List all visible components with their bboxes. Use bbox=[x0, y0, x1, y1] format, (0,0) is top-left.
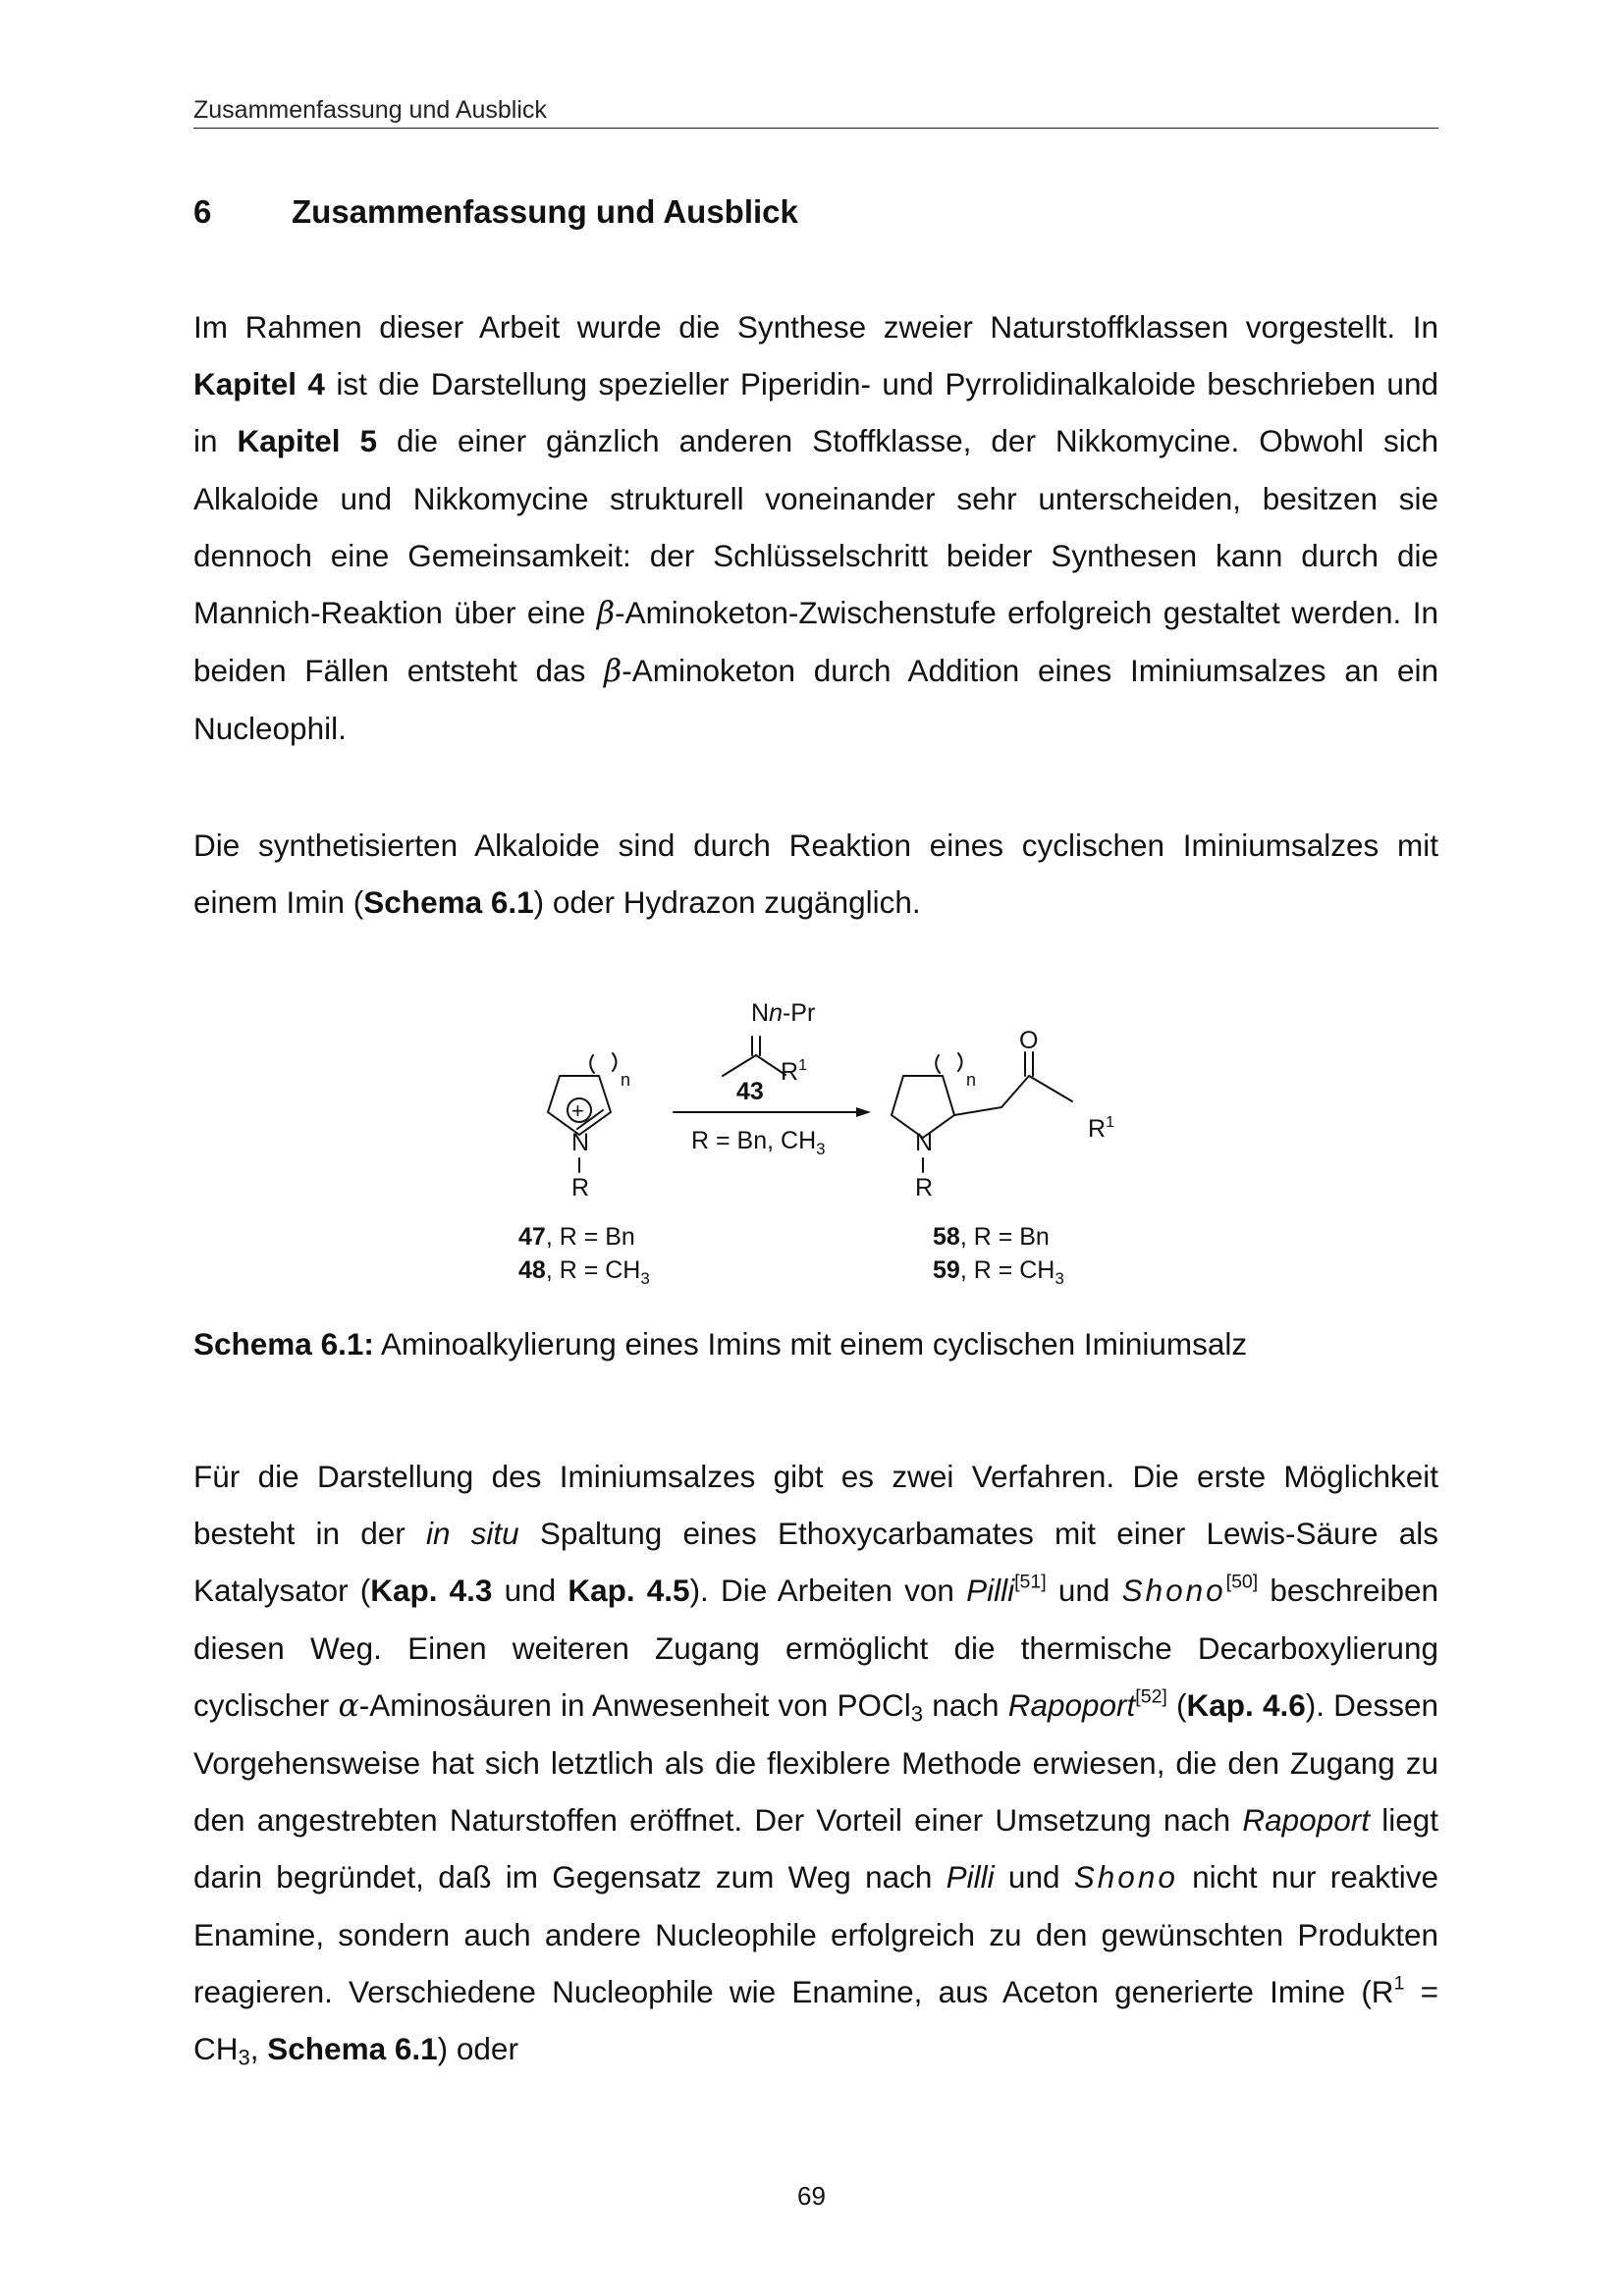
citation-51: [51] bbox=[1014, 1572, 1047, 1594]
ring-size-bracket-left-product bbox=[936, 1055, 940, 1073]
header-rule bbox=[193, 128, 1438, 129]
ring-size-index-left: n bbox=[621, 1070, 631, 1090]
section-number: 6 bbox=[193, 193, 212, 230]
reaction-scheme bbox=[511, 982, 1119, 1315]
reaction-arrow-head bbox=[856, 1107, 871, 1117]
positive-charge-sign: + bbox=[571, 1098, 584, 1123]
ref-kapitel-5: Kapitel 5 bbox=[237, 423, 378, 459]
caption-text: Aminoalkylierung eines Imins mit einem cyclischen Iminiumsalz bbox=[373, 1326, 1248, 1362]
ref-kapitel-4: Kapitel 4 bbox=[193, 366, 325, 402]
caption-label: Schema 6.1: bbox=[193, 1326, 374, 1362]
paragraph-alkaloids: Die synthetisierten Alkaloide sind durch Reaktion eines cyclischen Iminiumsalzes mit einem Imin (Schema 6.1) oder Hydrazon zugänglich. bbox=[193, 828, 1438, 921]
product-nitrogen-label: N bbox=[915, 1129, 934, 1156]
section-title: Zusammenfassung und Ausblick bbox=[292, 193, 798, 230]
compound-43-label: 43 bbox=[736, 1078, 764, 1105]
reagent-r1-label: $R^1$ bbox=[781, 1057, 807, 1086]
paragraph-iminium-preparation: Für die Darstellung des Iminiumsalzes gibt es zwei Verfahren. Die erste Möglichkeit besteht in der in situ Spaltung eines Ethoxycarbamates mit einer Lewis-Säure als Katalysator (Kap. 4.3 und Kap. 4.5). Die Arbeiten von Pilli[51] und Shono[50] beschreiben diesen Weg. Einen weiteren Zugang ermöglicht die thermische Decarboxylierung cyclischer α-Aminosäuren in Anwesenheit von POCl$_3$ nach Rapoport[52] (Kap. 4.6). Dessen Vorgehensweise hat sich letztlich als die flexiblere Methode erwiesen, die den Zugang zu den angestrebten Naturstoffen eröffnet. Der Vorteil einer Umsetzung nach Rapoport liegt darin begründet, daß im Gegensatz zum Weg nach Pilli und Shono nicht nur reaktive Enamine, sondern auch andere Nucleophile erfolgreich zu den gewünschten Produkten reagieren. Verschiedene Nucleophile wie Enamine, aus Aceton generierte Imine ($R^1 = CH_3$, Schema 6.1) oder bbox=[193, 1459, 1439, 2070]
ring-size-bracket-left bbox=[590, 1055, 594, 1073]
iminium-nitrogen-label: N bbox=[571, 1129, 590, 1156]
ring-size-bracket-right-product bbox=[958, 1053, 962, 1071]
running-header: Zusammenfassung und Ausblick bbox=[193, 96, 547, 124]
ring-size-index-right: n bbox=[966, 1070, 977, 1090]
compound-48-label: 48, $R = CH_3$ bbox=[518, 1256, 650, 1288]
compound-59-label: 59, $R = CH_3$ bbox=[933, 1256, 1064, 1288]
reagent-methyl-bond bbox=[723, 1055, 756, 1076]
reaction-conditions: R = Bn, $CH_3$ bbox=[691, 1127, 826, 1158]
product-r-label: R bbox=[915, 1174, 934, 1201]
page-number: 69 bbox=[797, 2181, 826, 2211]
scheme-caption bbox=[193, 1326, 1247, 1362]
compound-47-label: 47, R = Bn bbox=[518, 1223, 635, 1251]
carbonyl-oxygen-label: O bbox=[1019, 1027, 1039, 1054]
iminium-r-label: R bbox=[571, 1174, 590, 1201]
section-heading bbox=[193, 193, 798, 231]
paragraph-intro: Im Rahmen dieser Arbeit wurde die Synthese zweier Naturstoffklassen vorgestellt. In Kapitel 4 ist die Darstellung spezieller Piperidin- und Pyrrolidinalkaloide beschrieben und in Kapitel 5 die einer gänzlich anderen Stoffklasse, der Nikkomycine. Obwohl sich Alkaloide und Nikkomycine strukturell voneinander sehr unterscheiden, besitzen sie dennoch eine Gemeinsamkeit: der Schlüsselschritt beider Synthesen kann durch die Mannich-Reaktion über eine β-Aminoketon-Zwischenstufe erfolgreich gestaltet werden. In beiden Fällen entsteht das β-Aminoketon durch Addition eines Iminiumsalzes an ein Nucleophil. bbox=[193, 309, 1439, 747]
compound-58-label: 58, R = Bn bbox=[933, 1223, 1050, 1251]
citation-52: [52] bbox=[1135, 1685, 1167, 1708]
ring-size-bracket-right bbox=[613, 1053, 617, 1071]
product-r1-label: $R^1$ bbox=[1088, 1114, 1114, 1143]
ref-schema-6-1: Schema 6.1 bbox=[363, 884, 534, 921]
scheme-drawing bbox=[511, 982, 1119, 1315]
citation-50: [50] bbox=[1225, 1572, 1259, 1594]
reagent-nitrogen-label: Nn-Pr bbox=[751, 999, 816, 1027]
